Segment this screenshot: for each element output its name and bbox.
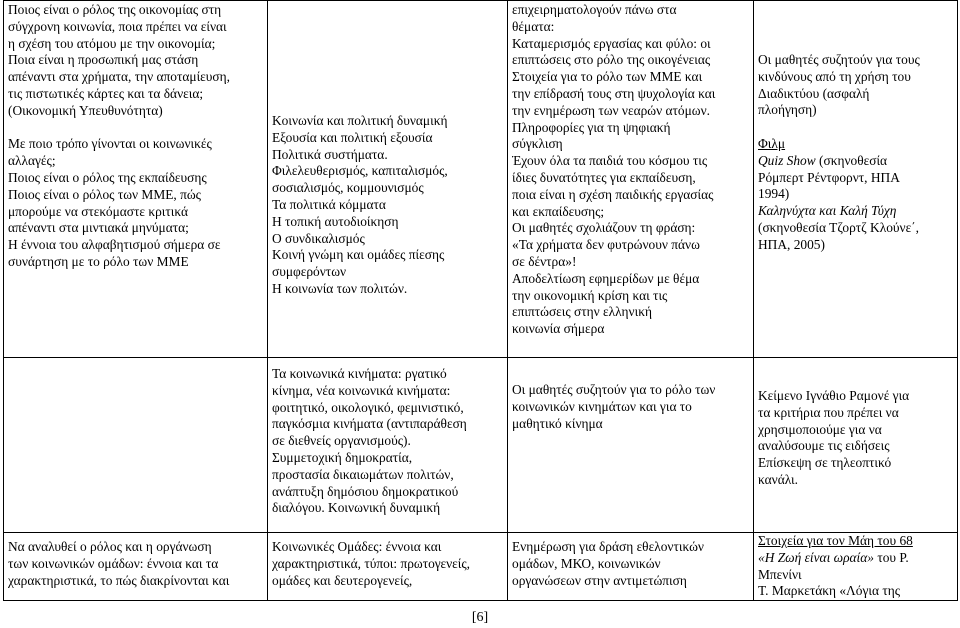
text-line: Με ποιο τρόπο γίνονται οι κοινωνικές — [8, 136, 212, 152]
text-line: σε δέντρα»! — [512, 253, 577, 269]
text-line: απέναντι στα μιντιακά μηνύματα; — [8, 220, 189, 236]
text-line: Μπενίνι — [758, 566, 802, 582]
row3-col1-cell — [4, 533, 268, 601]
row2-col4-text — [758, 388, 953, 489]
text-line: κοινωνία σήμερα — [512, 321, 605, 337]
text-line: Κοινή γνώμη και ομάδες πίεσης — [272, 247, 445, 263]
blank-line — [8, 120, 263, 137]
text-line: Συμμετοχική δημοκρατία, — [272, 449, 413, 465]
text-line: Ποιος είναι ο ρόλος των ΜΜΕ, πώς — [8, 186, 201, 202]
text-line: ομάδες και δευτερογενείς, — [272, 572, 413, 588]
text-line: συμφερόντων — [272, 264, 347, 280]
text-line: Η τοπική αυτοδιοίκηση — [272, 213, 399, 229]
text-line: σύγκλιση — [512, 136, 563, 152]
text-line: μαθητικό κίνημα — [512, 415, 603, 431]
text-line: Τα πολιτικά κόμματα — [272, 196, 386, 212]
text-line: Κοινωνία και πολιτική δυναμική — [272, 113, 448, 128]
text-line: ανάπτυξη δημόσιου δημοκρατικού — [272, 483, 459, 499]
text-line: Πληροφορίες για τη ψηφιακή — [512, 119, 671, 135]
text-line: (σκηνοθεσία Τζορτζ Κλούνε΄, — [758, 219, 920, 235]
text-line: χαρακτηριστικά, το πώς διακρίνονται και — [8, 572, 230, 588]
text-line: Οι μαθητές σχολιάζουν τη φράση: — [512, 220, 696, 236]
text-line: κινδύνους από τη χρήση του — [758, 68, 911, 84]
text-line: οργανώσεων στην αντιμετώπιση — [512, 572, 687, 588]
text-line: αλλαγές; — [8, 153, 56, 169]
film-heading: Φιλμ — [758, 135, 786, 151]
row3-col1-text — [8, 539, 263, 589]
text-line: αναλύσουμε τις ειδήσεις — [758, 438, 890, 454]
text-line: Ενημέρωση για δράση εθελοντικών — [512, 539, 704, 554]
text-line: χαρακτηριστικά, τύποι: πρωτογενείς, — [272, 555, 471, 571]
text-line: παγκόσμια κινήματα (αντιπαράθεση — [272, 416, 467, 432]
text-line: πλοήγηση) — [758, 102, 817, 118]
text-line: επιπτώσεις στο ρόλο της οικογένειας — [512, 52, 711, 68]
text-line: Στοιχεία για το ρόλο των ΜΜΕ και — [512, 69, 703, 85]
text-line: Να αναλυθεί ο ρόλος και η οργάνωση — [8, 539, 212, 554]
table-row — [4, 358, 958, 533]
text-line: Οι μαθητές συζητούν για το ρόλο των — [512, 382, 716, 397]
text-line: Ποια είναι η προσωπική μας στάση — [8, 52, 199, 68]
text-line: Ο συνδικαλισμός — [272, 230, 365, 246]
row2-col2-text — [272, 366, 503, 517]
text-line: ποια είναι η σχέση παιδικής εργασίας — [512, 186, 714, 202]
text-line: η σχέση του ατόμου με την οικονομία; — [8, 35, 216, 51]
text-line: Διαδικτύου (ασφαλή — [758, 85, 870, 101]
row3-col4-cell — [754, 533, 958, 601]
text-line: προστασία δικαιωμάτων πολιτών, — [272, 466, 454, 482]
row2-col2-cell — [268, 358, 508, 533]
text-line: Στοιχεία για τον Μάη του 68 — [758, 533, 913, 548]
text-line: 1994) — [758, 186, 790, 202]
row1-col1-text — [8, 2, 263, 271]
text-line: Τ. Μαρκετάκη «Λόγια της — [758, 583, 901, 599]
row3-col2-text — [272, 539, 503, 589]
text-line: συνάρτηση με το ρόλο των ΜΜΕ — [8, 253, 189, 269]
text-line: Ρόμπερτ Ρέντφορντ, ΗΠΑ — [758, 169, 900, 185]
text-line: διαλόγου. Κοινωνική δυναμική — [272, 500, 441, 516]
text-line: Κείμενο Ιγνάθιο Ραμονέ για — [758, 388, 910, 403]
text-line: Εξουσία και πολιτική εξουσία — [272, 129, 433, 145]
row3-col4-text — [758, 533, 953, 600]
row1-col1-cell — [4, 1, 268, 358]
row1-col2-cell — [268, 1, 508, 358]
text-line: μπορούμε να στεκόμαστε κριτικά — [8, 203, 189, 219]
row2-col4-cell — [754, 358, 958, 533]
text-line: σύγχρονη κοινωνία, ποια πρέπει να είναι — [8, 18, 227, 34]
text-line: τα κριτήρια που πρέπει να — [758, 404, 899, 420]
page-number: [6] — [471, 610, 489, 625]
row2-col1-cell — [4, 358, 268, 533]
text-line: Αποδελτίωση εφημερίδων με θέμα — [512, 270, 700, 286]
text-line: «Η Ζωή είναι ωραία» του Ρ. — [758, 549, 909, 565]
table-row — [4, 533, 958, 601]
row1-col2-text — [272, 113, 503, 298]
text-line: κανάλι. — [758, 471, 798, 487]
text-line: Οι μαθητές συζητούν για τους — [758, 52, 920, 67]
text-line: Ποιος είναι ο ρόλος της οικονομίας στη — [8, 2, 222, 17]
text-line: Η έννοια του αλφαβητισμού σήμερα σε — [8, 237, 221, 253]
row3-col3-cell — [508, 533, 754, 601]
text-line: (Οικονομική Υπευθυνότητα) — [8, 102, 163, 118]
text-line: σοσιαλισμός, κομμουνισμός — [272, 180, 424, 196]
table-row — [4, 1, 958, 358]
text-line: την ενημέρωση των νεαρών ατόμων. — [512, 102, 711, 118]
text-line: ΗΠΑ, 2005) — [758, 236, 825, 252]
film-entry: Quiz Show (σκηνοθεσία — [758, 152, 888, 168]
text-line: Έχουν όλα τα παιδιά του κόσμου τις — [512, 153, 708, 169]
text-line: φοιτητικό, οικολογικό, φεμινιστικό, — [272, 399, 464, 415]
row1-col4-text — [758, 52, 953, 254]
text-line: των κοινωνικών ομάδων: έννοια και τα — [8, 555, 219, 571]
text-line: την οικονομική κρίση και τις — [512, 287, 668, 303]
text-line: Επίσκεψη σε τηλεοπτικό — [758, 455, 892, 471]
text-line: Τα κοινωνικά κινήματα: ργατικό — [272, 366, 447, 381]
text-line: τις πιστωτικές κάρτες και τα δάνεια; — [8, 85, 204, 101]
row3-col2-cell — [268, 533, 508, 601]
text-line: κίνημα, νέα κοινωνικά κινήματα: — [272, 382, 451, 398]
text-line: χρησιμοποιούμε για να — [758, 421, 882, 437]
row1-col3-text — [512, 2, 749, 338]
text-line: επιχειρηματολογούν πάνω στα — [512, 2, 677, 17]
text-line: θέματα: — [512, 18, 555, 34]
row1-col4-cell — [754, 1, 958, 358]
row2-col3-text — [512, 382, 749, 432]
text-line: ίδιες δυνατότητες για εκπαίδευση, — [512, 169, 696, 185]
text-line: κοινωνικών κινημάτων και για το — [512, 398, 692, 414]
text-line: σε διεθνείς οργανισμούς). — [272, 433, 411, 449]
text-line: «Τα χρήματα δεν φυτρώνουν πάνω — [512, 237, 700, 253]
blank-line — [758, 119, 953, 136]
row3-col3-text — [512, 539, 749, 589]
text-line: Πολιτικά συστήματα. — [272, 146, 388, 162]
text-line: και εκπαίδευσης; — [512, 203, 605, 219]
text-line: ομάδων, ΜΚΟ, κοινωνικών — [512, 555, 661, 571]
row1-col3-cell — [508, 1, 754, 358]
text-line: Ποιος είναι ο ρόλος της εκπαίδευσης — [8, 169, 207, 185]
text-line: Φιλελευθερισμός, καπιταλισμός, — [272, 163, 448, 179]
text-line: Η κοινωνία των πολιτών. — [272, 280, 408, 296]
text-line: Καταμερισμός εργασίας και φύλο: οι — [512, 35, 711, 51]
row2-col3-cell — [508, 358, 754, 533]
text-line: την επίδρασή τους στη ψυχολογία και — [512, 85, 716, 101]
text-line: απέναντι στα χρήματα, την αποταμίευση, — [8, 69, 230, 85]
curriculum-table — [3, 0, 958, 601]
film-entry: Καληνύχτα και Καλή Τύχη — [758, 203, 897, 219]
text-line: Κοινωνικές Ομάδες: έννοια και — [272, 539, 442, 554]
text-line: επιπτώσεις στην ελληνική — [512, 304, 652, 320]
